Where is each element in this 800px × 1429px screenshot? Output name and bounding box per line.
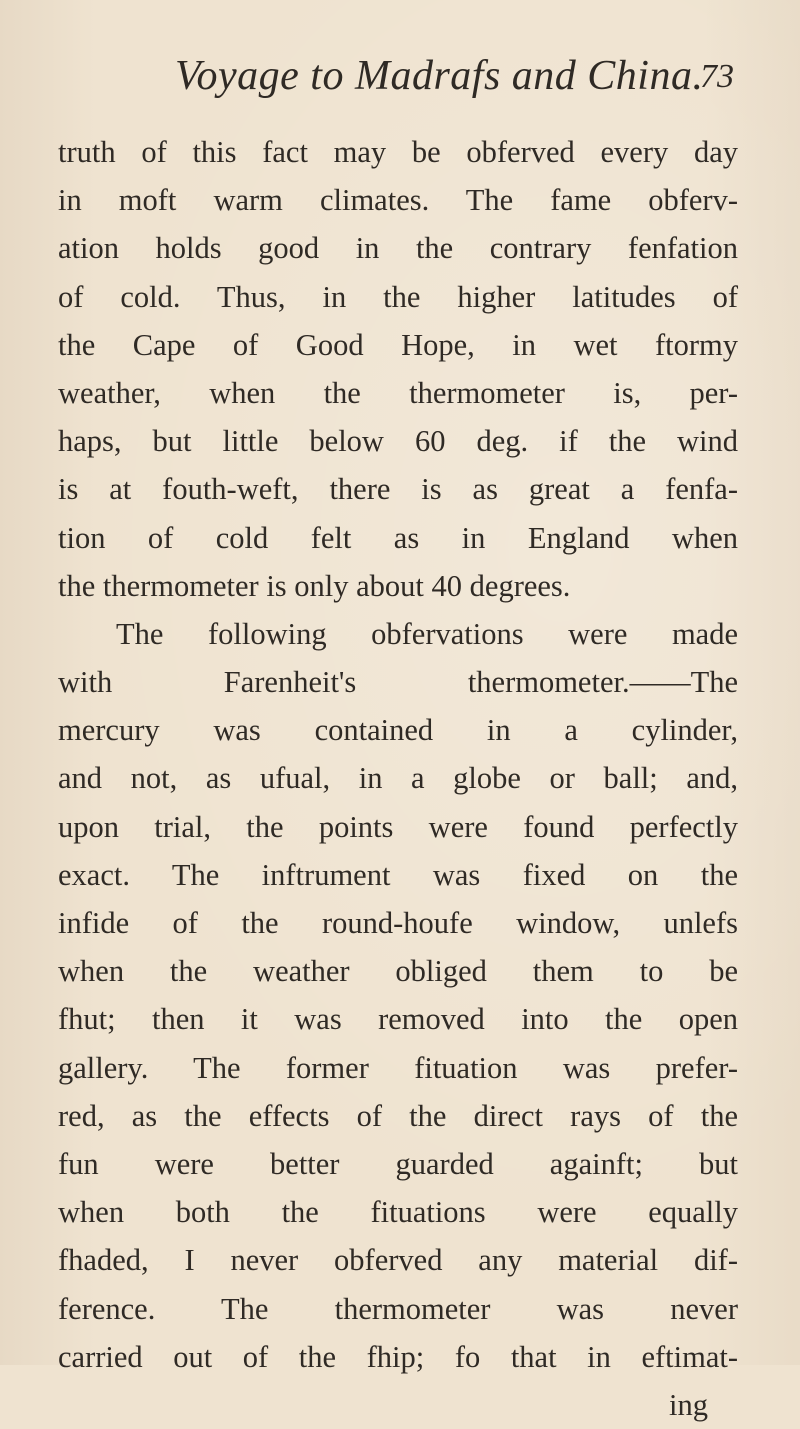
text-line: exact. The inftrument was fixed on the <box>58 857 738 892</box>
text-line: gallery. The former fituation was prefer- <box>58 1050 738 1085</box>
page-number: 73 <box>700 58 734 95</box>
text-line: red, as the effects of the direct rays of the <box>58 1098 738 1133</box>
catchword: ing <box>669 1387 708 1422</box>
text-line: of cold. Thus, in the higher latitudes of <box>58 279 738 314</box>
text-line: is at fouth-weft, there is as great a fenfa- <box>58 472 738 507</box>
body-text <box>58 128 800 1429</box>
text-line: truth of this fact may be obferved every day <box>58 135 738 169</box>
text-line: mercury was contained in a cylinder, <box>58 713 738 748</box>
text-line: haps, but little below 60 deg. if the wind <box>58 424 738 459</box>
text-line: when both the fituations were equally <box>58 1195 738 1230</box>
text-line-paragraph-start: The following obfervations were made <box>116 616 738 651</box>
page-header <box>0 52 800 112</box>
text-line: ation holds good in the contrary fenfation <box>58 231 738 266</box>
text-line: the thermometer is only about 40 degrees. <box>58 568 571 603</box>
text-line: fhaded, I never obferved any material dif- <box>58 1243 738 1278</box>
text-line: fun were better guarded againft; but <box>58 1146 738 1181</box>
text-line: with Farenheit's thermometer.——The <box>58 665 738 700</box>
text-line: and not, as ufual, in a globe or ball; and, <box>58 761 738 796</box>
text-line: in moft warm climates. The fame obferv- <box>58 183 738 218</box>
text-line: infide of the round-houfe window, unlefs <box>58 906 738 940</box>
text-line: fhut; then it was removed into the open <box>58 1002 738 1037</box>
text-line: when the weather obliged them to be <box>58 954 738 989</box>
text-line: weather, when the thermometer is, per- <box>58 375 738 410</box>
running-head: Voyage to Madrafs and China. <box>175 53 704 99</box>
text-line: carried out of the fhip; fo that in eftimat- <box>58 1339 738 1374</box>
text-line: ference. The thermometer was never <box>58 1291 738 1326</box>
text-line: tion of cold felt as in England when <box>58 520 738 555</box>
text-line: the Cape of Good Hope, in wet ftormy <box>58 327 738 362</box>
text-line: upon trial, the points were found perfectly <box>58 809 738 844</box>
